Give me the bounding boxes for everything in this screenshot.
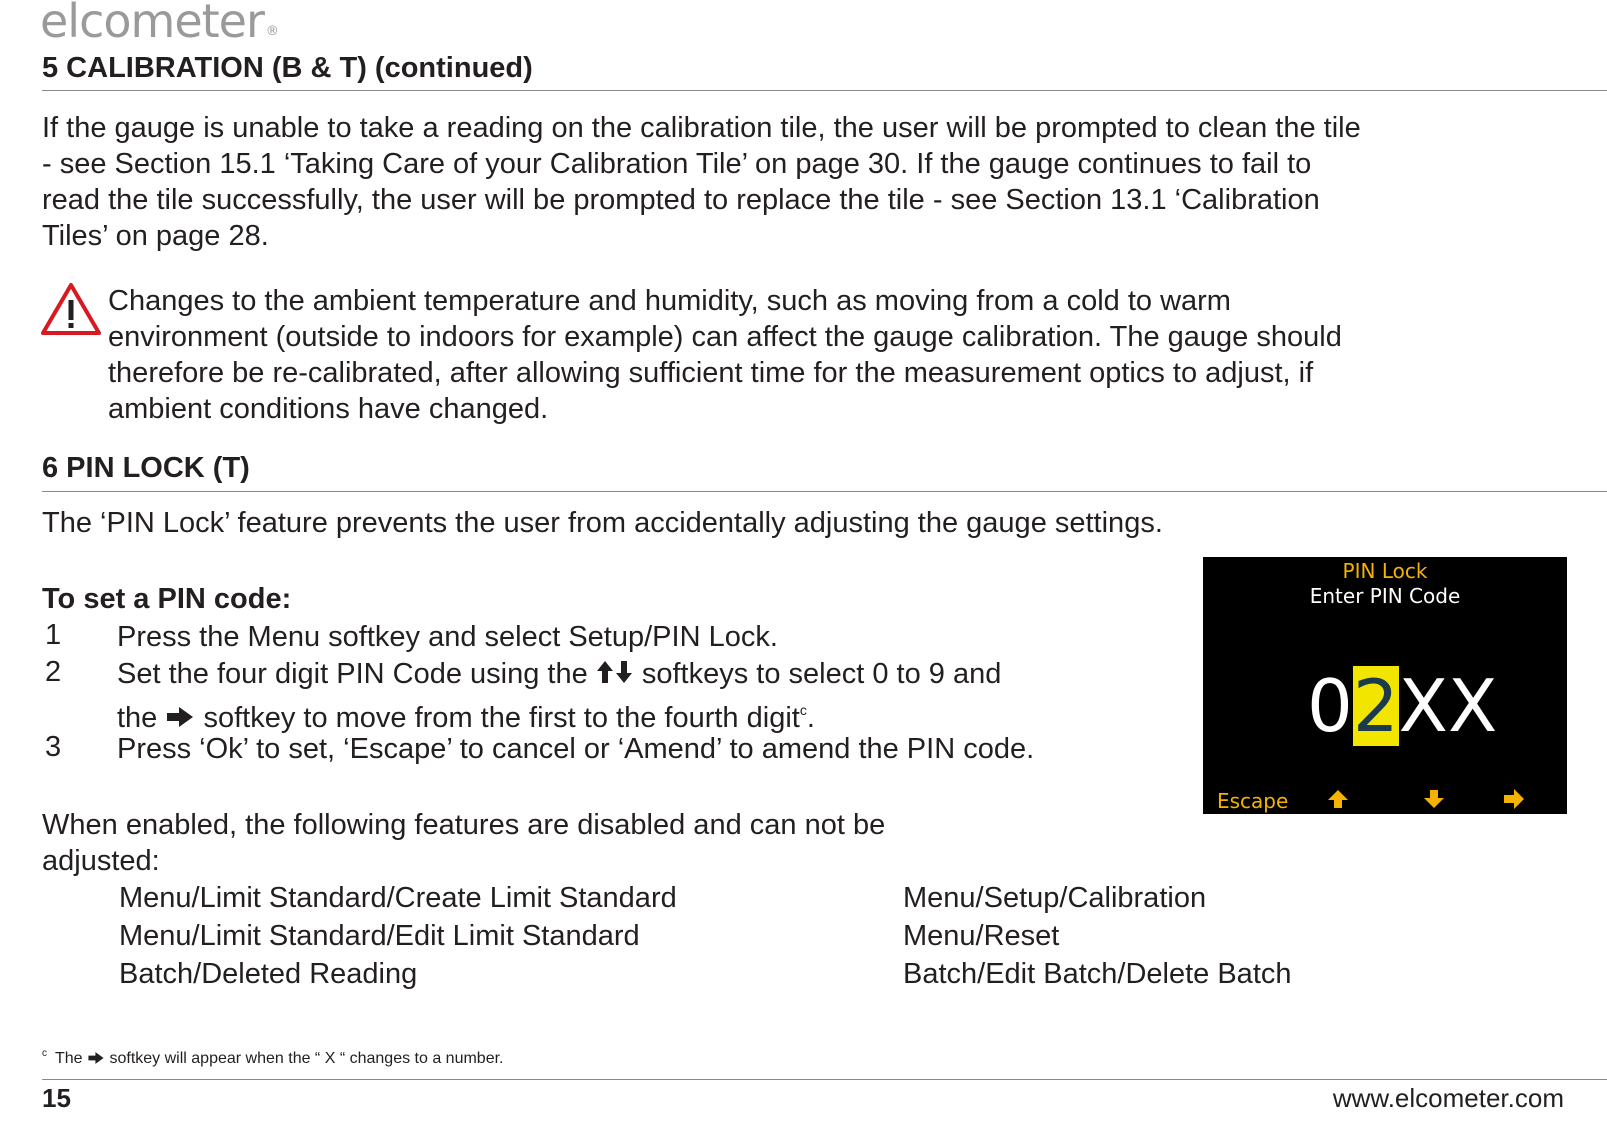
screen-title: PIN Lock bbox=[1342, 559, 1428, 583]
warning-line: environment (outside to indoors for example) can affect the gauge calibration. The gauge should bbox=[108, 321, 1342, 353]
registered-mark: ® bbox=[265, 24, 278, 39]
footnote bbox=[42, 1048, 503, 1068]
disabled-item: Batch/Deleted Reading bbox=[119, 958, 418, 990]
pin-digit: 0 bbox=[1307, 664, 1353, 748]
warning-line: therefore be re-calibrated, after allowing sufficient time for the measurement optics to adjust, if bbox=[108, 357, 1314, 389]
step-text-segment: . bbox=[806, 702, 815, 734]
disabled-intro-line: adjusted: bbox=[42, 845, 160, 877]
step-line bbox=[117, 656, 1187, 692]
disabled-intro bbox=[42, 807, 1602, 879]
set-pin-subheading: To set a PIN code: bbox=[42, 583, 292, 615]
step-text-segment: softkeys to select 0 to 9 and bbox=[641, 658, 1002, 690]
disabled-item: Batch/Edit Batch/Delete Batch bbox=[903, 958, 1292, 990]
footnote-marker: c bbox=[799, 702, 807, 718]
disabled-list-left bbox=[119, 879, 677, 993]
footnote-text: The bbox=[55, 1050, 83, 1067]
pin-digits bbox=[1307, 666, 1497, 746]
step-text-segment: softkey to move from the first to the fourth digit bbox=[203, 702, 800, 734]
paragraph-line: - see Section 15.1 ‘Taking Care of your Calibration Tile’ on page 30. If the gauge continues to fail to bbox=[42, 148, 1312, 180]
disabled-item: Menu/Setup/Calibration bbox=[903, 882, 1207, 914]
calibration-paragraph bbox=[42, 110, 1602, 254]
gauge-screen bbox=[1203, 557, 1567, 814]
disabled-item: Menu/Reset bbox=[903, 920, 1060, 952]
pin-digit: X bbox=[1398, 664, 1448, 748]
paragraph-line: Tiles’ on page 28. bbox=[42, 220, 269, 252]
step-text: Press ‘Ok’ to set, ‘Escape’ to cancel or ‘Amend’ to amend the PIN code. bbox=[117, 733, 1035, 765]
page-number: 15 bbox=[42, 1083, 71, 1113]
step-number: 3 bbox=[45, 731, 62, 763]
disabled-list-right bbox=[903, 879, 1292, 993]
step-text: Press the Menu softkey and select Setup/PIN Lock. bbox=[117, 621, 778, 653]
section-6-rule bbox=[42, 491, 1607, 492]
right-arrow-icon bbox=[1503, 789, 1525, 809]
step-line bbox=[117, 692, 1187, 736]
right-arrow-icon bbox=[87, 1051, 105, 1065]
section-6-heading: 6 PIN LOCK (T) bbox=[42, 452, 250, 484]
elcometer-logo bbox=[40, 0, 278, 48]
website-link[interactable]: www.elcometer.com bbox=[1332, 1083, 1564, 1113]
step-text-segment: the bbox=[117, 702, 158, 734]
warning-line: Changes to the ambient temperature and humidity, such as moving from a cold to warm bbox=[108, 285, 1231, 317]
step-number: 1 bbox=[45, 619, 62, 651]
footnote-text: softkey will appear when the “ X “ changes to a number. bbox=[109, 1050, 504, 1067]
pin-digit-selected: 2 bbox=[1352, 664, 1399, 748]
footnote-marker: c bbox=[42, 1048, 47, 1059]
warning-line: ambient conditions have changed. bbox=[108, 393, 549, 425]
section-5-heading: 5 CALIBRATION (B & T) (continued) bbox=[42, 52, 533, 84]
footer-rule bbox=[42, 1079, 1607, 1080]
up-down-arrows-icon bbox=[596, 659, 634, 685]
disabled-item: Menu/Limit Standard/Edit Limit Standard bbox=[119, 920, 640, 952]
paragraph-line: If the gauge is unable to take a reading on the calibration tile, the user will be prompted to clean the tile bbox=[42, 112, 1361, 144]
disabled-item: Menu/Limit Standard/Create Limit Standard bbox=[119, 882, 677, 914]
disabled-intro-line: When enabled, the following features are disabled and can not be bbox=[42, 809, 886, 841]
screen-subtitle: Enter PIN Code bbox=[1309, 584, 1461, 608]
step-text-segment: Set the four digit PIN Code using the bbox=[117, 658, 588, 690]
warning-text bbox=[108, 283, 1598, 427]
right-arrow-icon bbox=[165, 705, 195, 729]
paragraph-line: read the tile successfully, the user will be prompted to replace the tile - see Section 13.1 ‘Calibration bbox=[42, 184, 1320, 216]
step-text bbox=[117, 656, 1187, 736]
up-arrow-icon bbox=[1327, 789, 1349, 809]
escape-softkey: Escape bbox=[1217, 789, 1289, 813]
pin-digit: X bbox=[1447, 664, 1498, 748]
pin-lock-intro: The ‘PIN Lock’ feature prevents the user from accidentally adjusting the gauge settings. bbox=[42, 507, 1163, 539]
step-number: 2 bbox=[45, 656, 62, 688]
warning-triangle-icon bbox=[40, 282, 102, 336]
logo-text: elcometer bbox=[40, 0, 264, 48]
section-5-rule bbox=[42, 90, 1607, 91]
down-arrow-icon bbox=[1423, 789, 1445, 809]
